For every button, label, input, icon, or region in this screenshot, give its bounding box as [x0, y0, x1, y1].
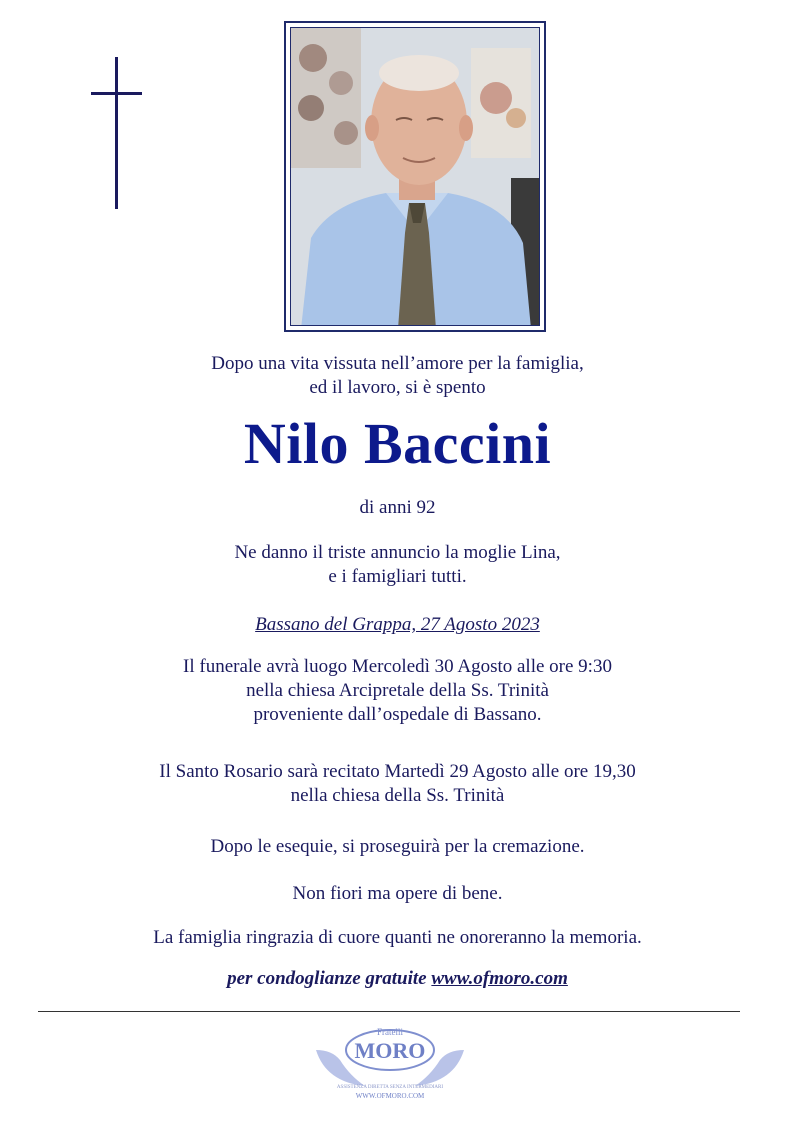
intro-text: [0, 352, 795, 400]
funeral-line-1: Il funerale avrà luogo Mercoledì 30 Agosto alle ore 9:30: [183, 656, 612, 677]
place-date: Bassano del Grappa, 27 Agosto 2023: [255, 614, 540, 635]
portrait-photo: [290, 27, 540, 326]
cross-icon-bar: [91, 92, 142, 95]
announcement-line-1: Ne danno il triste annuncio la moglie Lina,: [234, 542, 561, 563]
rosary-line-1: Il Santo Rosario sarà recitato Martedì 29 Agosto alle ore 19,30: [159, 761, 636, 782]
moro-logo: [310, 1020, 470, 1106]
moro-logo-graphic: [310, 1020, 470, 1106]
funeral-line-3: proveniente dall’ospedale di Bassano.: [253, 704, 542, 725]
rosary-line-2: nella chiesa della Ss. Trinità: [290, 785, 505, 806]
logo-url: WWW.OFMORO.COM: [355, 1092, 425, 1100]
logo-main-text: MORO: [354, 1038, 426, 1063]
condolences-link[interactable]: www.ofmoro.com: [431, 968, 568, 989]
condolences-line: [0, 967, 795, 991]
announcement-text: [0, 541, 795, 589]
cross-icon: [115, 57, 118, 209]
age-text: di anni 92: [359, 497, 436, 518]
intro-line-1: Dopo una vita vissuta nell’amore per la famiglia,: [211, 353, 584, 374]
funeral-line-2: nella chiesa Arcipretale della Ss. Trinità: [246, 680, 549, 701]
divider: [38, 1011, 740, 1012]
announcement-line-2: e i famigliari tutti.: [328, 566, 467, 587]
flowers-text: Non fiori ma opere di bene.: [292, 883, 503, 904]
portrait-illustration: [291, 28, 540, 326]
logo-top-text: Fratelli: [377, 1027, 403, 1037]
thanks-text: La famiglia ringrazia di cuore quanti ne onoreranno la memoria.: [153, 927, 642, 948]
cremation-text: Dopo le esequie, si proseguirà per la cremazione.: [210, 836, 585, 857]
funeral-info: [0, 655, 795, 727]
portrait-photo-frame: [284, 21, 546, 332]
deceased-name: Nilo Baccini: [243, 411, 552, 476]
condolences-prefix: per condoglianze gratuite: [227, 968, 427, 989]
rosary-info: [0, 760, 795, 808]
logo-tagline: ASSISTENZA DIRETTA SENZA INTERMEDIARI: [336, 1085, 444, 1090]
intro-line-2: ed il lavoro, si è spento: [309, 377, 486, 398]
